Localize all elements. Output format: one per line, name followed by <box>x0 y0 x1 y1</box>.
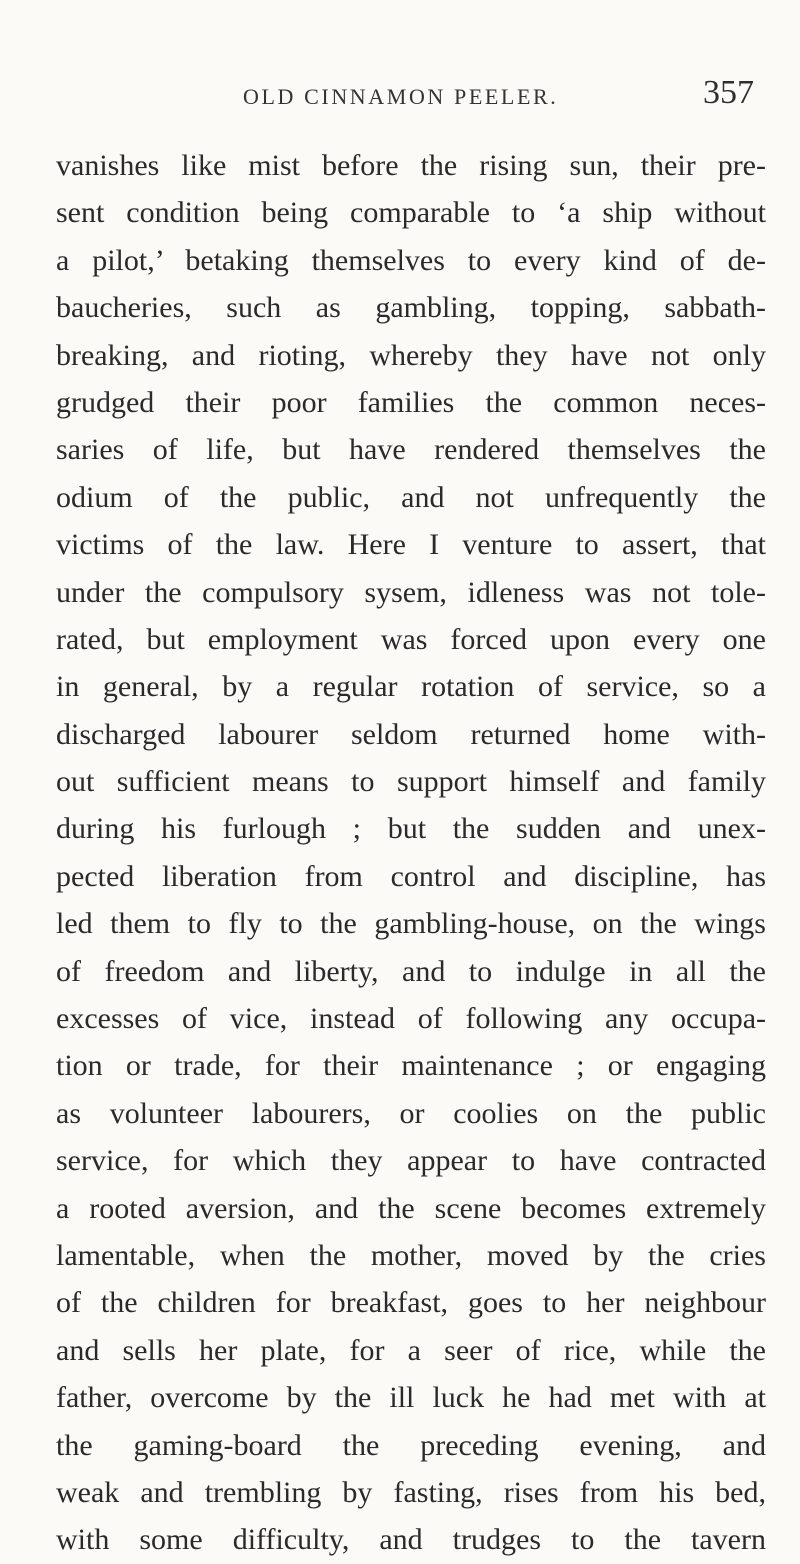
text-line: excesses of vice, instead of following any occupa- <box>56 1002 766 1036</box>
text-line: saries of life, but have rendered themselves the <box>56 433 766 467</box>
text-line: vanishes like mist before the rising sun, their pre- <box>56 149 766 182</box>
text-line: of freedom and liberty, and to indulge in all the <box>56 954 766 988</box>
text-line: tion or trade, for their maintenance ; or engaging <box>56 1049 766 1083</box>
text-line: discharged labourer seldom returned home with- <box>56 717 766 751</box>
text-line: father, overcome by the ill luck he had met with at <box>56 1381 766 1415</box>
text-line: grudged their poor families the common neces- <box>56 385 766 419</box>
text-line: led them to fly to the gambling-house, on the wings <box>56 907 766 941</box>
text-line: a pilot,’ betaking themselves to every kind of de- <box>56 243 766 277</box>
page-number: 357 <box>703 74 754 111</box>
text-line: in general, by a regular rotation of service, so a <box>56 670 766 704</box>
text-line: of the children for breakfast, goes to her neighbour <box>56 1286 766 1320</box>
text-line: with some difficulty, and trudges to the tavern <box>56 1523 766 1557</box>
text-line: a rooted aversion, and the scene becomes extremely <box>56 1191 766 1225</box>
text-line: odium of the public, and not unfrequently the <box>56 480 766 514</box>
body-text <box>56 142 766 1564</box>
text-line: the gaming-board the preceding evening, and <box>56 1428 766 1462</box>
text-line: victims of the law. Here I venture to assert, that <box>56 528 766 562</box>
text-line: as volunteer labourers, or coolies on the public <box>56 1096 766 1130</box>
text-line: baucheries, such as gambling, topping, sabbath- <box>56 291 766 325</box>
text-line: sent condition being comparable to ‘a ship without <box>56 196 766 230</box>
text-line: rated, but employment was forced upon every one <box>56 622 766 656</box>
text-line: out sufficient means to support himself and family <box>56 765 766 799</box>
running-title: OLD CINNAMON PEELER. <box>243 84 559 109</box>
text-line: service, for which they appear to have contracted <box>56 1144 766 1178</box>
text-line: weak and trembling by fasting, rises from his bed, <box>56 1475 766 1509</box>
text-line: under the compulsory sysem, idleness was not tole- <box>56 575 766 609</box>
text-line: lamentable, when the mother, moved by the cries <box>56 1238 766 1272</box>
text-line: during his furlough ; but the sudden and unex- <box>56 812 766 846</box>
text-line: pected liberation from control and discipline, has <box>56 859 766 893</box>
text-line: breaking, and rioting, whereby they have not only <box>56 338 766 372</box>
text-line: and sells her plate, for a seer of rice, while the <box>56 1333 766 1367</box>
